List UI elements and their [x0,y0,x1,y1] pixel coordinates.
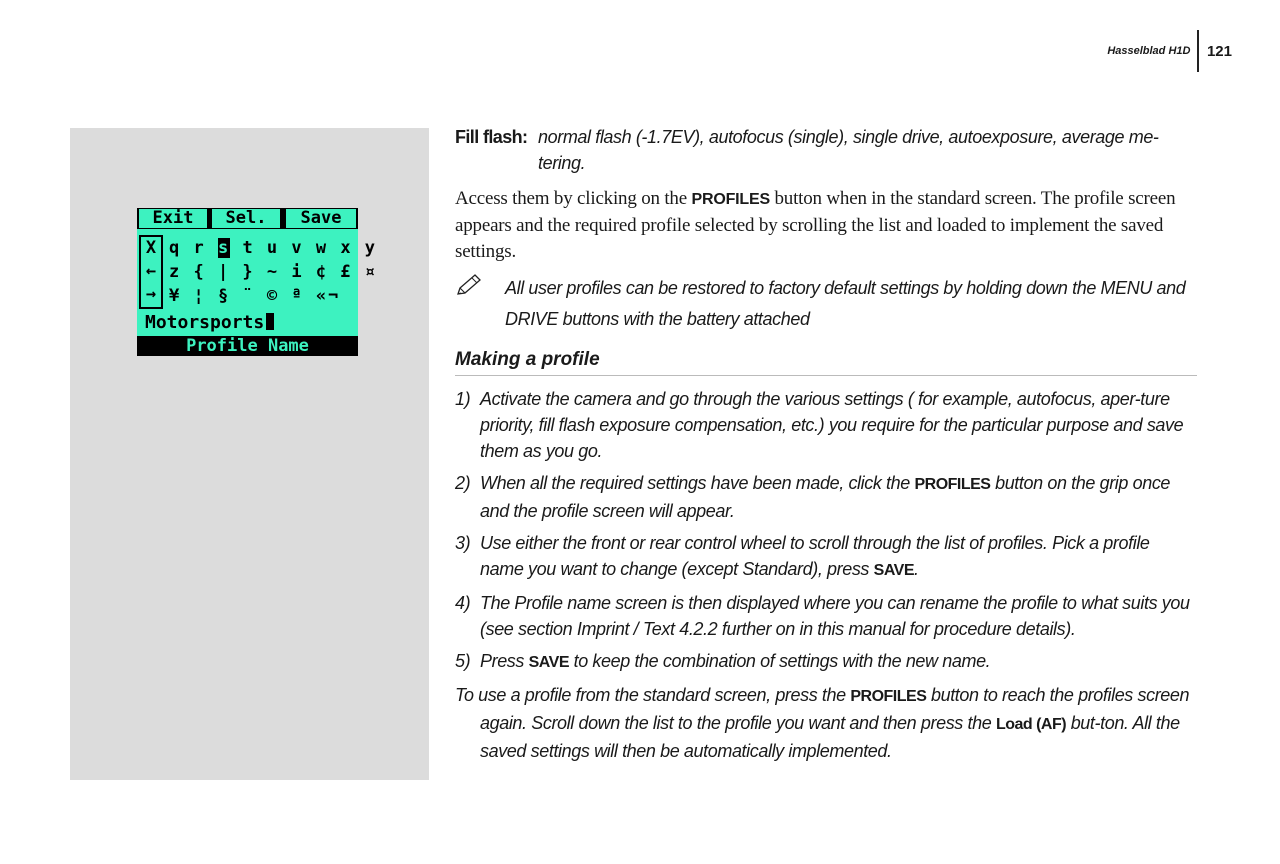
lcd-delete-icon: X [145,238,157,258]
lcd-profile-name: Motorsports [145,312,274,334]
lcd-select-label: Sel. [212,209,280,228]
lcd-exit-label: Exit [139,209,207,228]
lcd-char-row: ¥ ¦ § ¨ © ª «¬ [169,286,341,306]
lcd-arrow-column [139,235,163,309]
page-number: 121 [1206,42,1232,60]
lcd-bottom-bar: Profile Name [137,336,358,356]
lcd-cursor [266,313,274,330]
lcd-char-row: q r s t u v w x y [169,238,378,258]
lcd-selected-char: s [217,238,231,258]
illustration-panel [70,128,429,780]
fill-flash-definition [455,124,1197,176]
definition-description: normal flash (-1.7EV), autofocus (single), single drive, autoexposure, average me-tering. [538,127,1159,173]
final-paragraph: To use a profile from the standard screen, press the PROFILES button to reach the profiles screen again. Scroll down the list to the profile you want and then press the Load (AF) but-ton. All the saved settings will then be automatically implemented. [455,685,1190,761]
list-item: 2) When all the required settings have been made, click the PROFILES button on the grip once and the profile screen will appear. [455,473,1171,521]
camera-lcd-screen [137,208,378,356]
note-block [455,273,1197,335]
header-brand: Hasselblad H1D [1107,45,1191,57]
lcd-char-row: z { | } ~ i ¢ £ ¤ [169,262,377,282]
list-item: 1) Activate the camera and go through the various settings ( for example, autofocus, aper-ture priority, fill flash exposure compensation, etc.) you require for the particular purpose and save them as you go. [455,389,1184,461]
lcd-right-arrow-icon: → [145,284,157,304]
list-item: 4) The Profile name screen is then displayed where you can rename the profile to what suits you (see section Imprint / Text 4.2.2 further on in this manual for procedure details). [455,593,1190,639]
list-item: 3) Use either the front or rear control wheel to scroll through the list of profiles. Pick a profile name you want to change (except Standard), press SAVE. [455,533,1150,579]
header-divider [1197,30,1199,72]
lcd-left-arrow-icon: ← [145,261,157,281]
main-text [455,124,1197,764]
definition-term: Fill flash: [455,127,528,147]
page-header [1107,30,1232,72]
section-heading: Making a profile [455,347,1197,376]
lcd-character-grid [169,236,377,308]
note-text: All user profiles can be restored to factory default settings by holding down the MENU and DRIVE buttons with the battery attached [505,278,1186,329]
lcd-top-bar [137,208,358,229]
pencil-icon [455,273,505,335]
lcd-save-label: Save [286,209,356,228]
steps-list [455,386,1197,676]
access-paragraph: Access them by clicking on the PROFILES button when in the standard screen. The profile screen appears and the required profile selected by scrolling the list and loaded to implement the saved settings. [455,188,1176,262]
list-item: 5) Press SAVE to keep the combination of settings with the new name. [455,651,991,671]
